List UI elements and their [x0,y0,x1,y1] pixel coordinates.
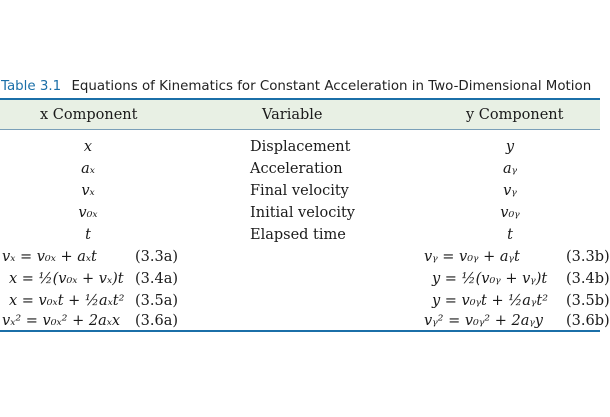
equation-row [0,249,610,271]
x-symbol: aₓ [81,161,95,177]
variable-name: Elapsed time [250,227,346,243]
table-row [0,205,600,227]
y-equation: y = ½(v₀ᵧ + vᵧ)t [432,271,548,287]
x-symbol: x [83,139,93,155]
x-symbol: v₀ₓ [78,205,98,221]
equation-row [0,293,610,315]
variable-name: Initial velocity [250,205,355,221]
equation-row [0,271,610,293]
table-row [0,227,600,249]
y-equation-number: (3.4b) [566,271,610,287]
table-row [0,183,600,205]
y-symbol: vᵧ [503,183,517,199]
table-bottom-rule [0,330,600,332]
table-row [0,139,600,161]
y-symbol: y [505,139,515,155]
variable-name: Acceleration [250,161,343,177]
x-equation: x = ½(v₀ₓ + vₓ)t [9,271,124,287]
x-equation-number: (3.6a) [135,313,179,329]
table-caption [1,79,591,94]
variable-name: Displacement [250,139,351,155]
y-equation-number: (3.5b) [566,293,610,309]
y-symbol: t [507,227,513,243]
header-x-component: x Component [40,107,138,123]
x-symbol: vₓ [81,183,95,199]
y-equation-number: (3.6b) [566,313,610,329]
header-y-component: y Component [466,107,564,123]
x-equation-number: (3.4a) [135,271,179,287]
table-title: Equations of Kinematics for Constant Acceleration in Two-Dimensional Motion [71,79,592,94]
table-header-rule [0,129,600,130]
y-equation: y = v₀ᵧt + ½aᵧt² [432,293,549,309]
y-equation-number: (3.3b) [566,249,610,265]
header-variable: Variable [262,107,323,123]
table-row [0,161,600,183]
x-symbol: t [85,227,91,243]
y-equation: vᵧ = v₀ᵧ + aᵧt [424,249,520,265]
y-equation: vᵧ² = v₀ᵧ² + 2aᵧy [424,313,543,329]
x-equation-number: (3.3a) [135,249,179,265]
x-equation: vₓ² = v₀ₓ² + 2aₓx [2,313,121,329]
x-equation: x = v₀ₓt + ½aₓt² [9,293,125,309]
x-equation: vₓ = v₀ₓ + aₓt [2,249,97,265]
y-symbol: aᵧ [502,161,518,177]
y-symbol: v₀ᵧ [500,205,520,221]
table-number: Table 3.1 [1,79,62,94]
x-equation-number: (3.5a) [135,293,179,309]
variable-name: Final velocity [250,183,349,199]
